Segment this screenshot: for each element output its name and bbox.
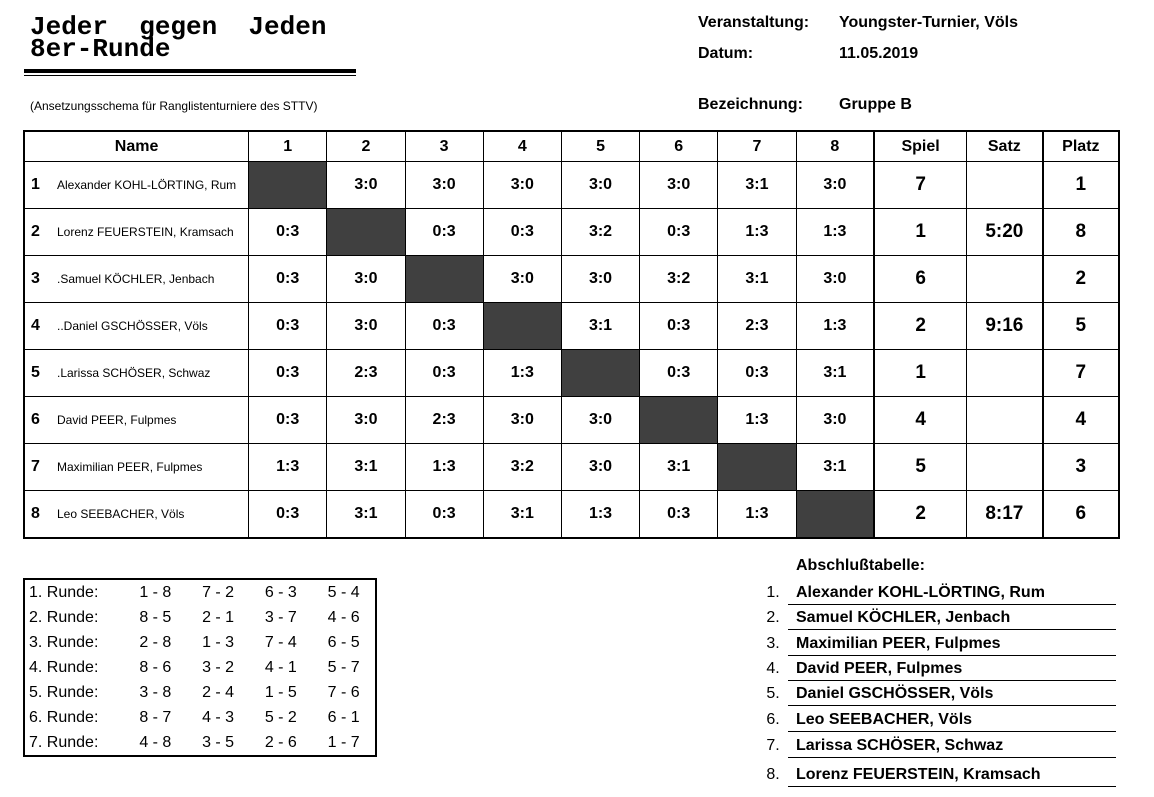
match-result: 3:0 [483, 397, 561, 444]
round-pairing: 5 - 2 [264, 708, 297, 726]
games-won: 5 [874, 444, 966, 491]
set-ratio [966, 162, 1042, 209]
match-result: 3:0 [327, 397, 405, 444]
round-row [24, 705, 376, 730]
match-result: 1:3 [405, 444, 483, 491]
match-result: 3:0 [561, 444, 639, 491]
player-number: 5 [31, 364, 40, 381]
player-name: Lorenz FEUERSTEIN, Kramsach [57, 225, 234, 239]
round-pairing: 6 - 3 [264, 583, 297, 601]
match-result: 0:3 [405, 303, 483, 350]
final-first-name: Leo [796, 711, 825, 728]
match-result: 3:0 [561, 256, 639, 303]
games-won: 2 [874, 303, 966, 350]
round-pairing: 1 - 3 [202, 633, 235, 651]
round-pairing: 7 - 4 [264, 633, 297, 651]
match-result: 3:0 [640, 162, 718, 209]
player-number: 1 [31, 176, 40, 193]
self-match-cell [405, 256, 483, 303]
group-label: Bezeichnung: [698, 96, 803, 113]
final-rank: 4. [766, 660, 780, 677]
header-spiel: Spiel [874, 131, 966, 162]
match-result: 3:0 [561, 162, 639, 209]
self-match-cell [640, 397, 718, 444]
final-row [758, 631, 1116, 656]
match-result: 0:3 [405, 350, 483, 397]
set-ratio: 8:17 [966, 491, 1042, 539]
header-platz: Platz [1043, 131, 1119, 162]
round-pairing: 5 - 4 [327, 583, 360, 601]
placement: 3 [1043, 444, 1119, 491]
round-pairing: 4 - 6 [327, 608, 360, 626]
player-name: ..Daniel GSCHÖSSER, Völs [57, 319, 208, 333]
final-row [758, 681, 1116, 706]
round-pairing: 8 - 6 [139, 658, 172, 676]
match-result: 3:0 [327, 162, 405, 209]
games-won: 2 [874, 491, 966, 539]
match-result: 1:3 [483, 350, 561, 397]
event-label: Veranstaltung: [698, 14, 810, 31]
games-won: 6 [874, 256, 966, 303]
round-pairing: 2 - 6 [264, 733, 297, 751]
final-last-name: PEER, Fulpmes [882, 635, 1001, 652]
final-table-title: Abschlußtabelle: [796, 557, 925, 574]
player-number: 2 [31, 223, 40, 240]
round-pairing: 1 - 5 [264, 683, 297, 701]
match-result: 3:2 [483, 444, 561, 491]
placement: 2 [1043, 256, 1119, 303]
final-last-name: SEEBACHER, Völs [828, 711, 973, 728]
match-result: 3:0 [561, 397, 639, 444]
round-row [24, 655, 376, 680]
header-col-5: 5 [561, 131, 639, 162]
final-underline [788, 786, 1116, 787]
match-result: 1:3 [718, 209, 796, 256]
round-label: 6. Runde: [29, 708, 99, 726]
player-name: .Larissa SCHÖSER, Schwaz [57, 366, 211, 380]
match-result: 3:0 [796, 397, 874, 444]
final-row [758, 733, 1116, 758]
round-label: 4. Runde: [29, 658, 99, 676]
final-first-name: Maximilian [796, 635, 878, 652]
match-result: 3:2 [640, 256, 718, 303]
games-won: 1 [874, 209, 966, 256]
round-pairing: 4 - 3 [202, 708, 235, 726]
placement: 7 [1043, 350, 1119, 397]
round-pairing: 1 - 7 [327, 733, 360, 751]
round-pairing: 4 - 1 [264, 658, 297, 676]
rounds-schedule [23, 578, 377, 757]
round-label: 5. Runde: [29, 683, 99, 701]
round-pairing: 6 - 1 [327, 708, 360, 726]
final-rank: 8. [766, 766, 780, 783]
match-result: 0:3 [249, 303, 327, 350]
final-rank: 3. [766, 635, 780, 652]
player-name-cell [24, 491, 249, 539]
final-player-name [796, 609, 1010, 627]
final-underline [788, 629, 1116, 630]
final-underline [788, 705, 1116, 706]
match-result: 3:1 [327, 491, 405, 539]
final-player-name [796, 660, 962, 678]
set-ratio [966, 397, 1042, 444]
match-result: 1:3 [796, 209, 874, 256]
match-result: 2:3 [327, 350, 405, 397]
header-col-4: 4 [483, 131, 561, 162]
round-pairing: 4 - 8 [139, 733, 172, 751]
header-col-1: 1 [249, 131, 327, 162]
player-number: 8 [31, 505, 40, 522]
match-result: 2:3 [718, 303, 796, 350]
player-name-cell [24, 397, 249, 444]
match-result: 3:0 [796, 256, 874, 303]
round-label: 3. Runde: [29, 633, 99, 651]
final-last-name: SCHÖSER, Schwaz [856, 737, 1004, 754]
header-name: Name [24, 131, 249, 162]
round-pairing: 3 - 2 [202, 658, 235, 676]
round-label: 1. Runde: [29, 583, 99, 601]
player-name: Leo SEEBACHER, Völs [57, 507, 185, 521]
match-result: 0:3 [249, 397, 327, 444]
round-pairing: 7 - 2 [202, 583, 235, 601]
player-name-cell [24, 162, 249, 209]
date-value: 11.05.2019 [839, 45, 919, 62]
match-result: 3:0 [483, 256, 561, 303]
match-result: 0:3 [249, 350, 327, 397]
header-row [24, 131, 1119, 162]
match-result: 3:2 [561, 209, 639, 256]
header-col-8: 8 [796, 131, 874, 162]
player-name-cell [24, 209, 249, 256]
player-number: 4 [31, 317, 40, 334]
title-rule-thin [24, 75, 356, 76]
player-name: Alexander KOHL-LÖRTING, Rum [57, 178, 237, 192]
self-match-cell [718, 444, 796, 491]
self-match-cell [483, 303, 561, 350]
match-result: 3:0 [327, 256, 405, 303]
round-row [24, 680, 376, 705]
header-col-7: 7 [718, 131, 796, 162]
final-rank: 7. [766, 737, 780, 754]
match-result: 3:1 [718, 256, 796, 303]
header-col-3: 3 [405, 131, 483, 162]
final-row [758, 656, 1116, 681]
final-last-name: KÖCHLER, Jenbach [857, 609, 1011, 626]
self-match-cell [249, 162, 327, 209]
table-row [24, 397, 1119, 444]
player-name: Maximilian PEER, Fulpmes [57, 460, 203, 474]
final-first-name: David [796, 660, 840, 677]
match-result: 1:3 [796, 303, 874, 350]
round-row [24, 605, 376, 630]
final-underline [788, 731, 1116, 732]
self-match-cell [796, 491, 874, 539]
final-underline [788, 757, 1116, 758]
table-row [24, 256, 1119, 303]
final-player-name [796, 685, 993, 703]
player-number: 6 [31, 411, 40, 428]
final-last-name: GSCHÖSSER, Völs [848, 685, 994, 702]
group-value: Gruppe B [839, 96, 912, 113]
round-pairing: 3 - 7 [264, 608, 297, 626]
match-result: 3:1 [483, 491, 561, 539]
final-row [758, 707, 1116, 732]
player-name: David PEER, Fulpmes [57, 413, 177, 427]
table-row [24, 444, 1119, 491]
round-row [24, 630, 376, 655]
set-ratio: 5:20 [966, 209, 1042, 256]
title-line-2: 8er-Runde [30, 34, 171, 64]
set-ratio [966, 350, 1042, 397]
round-row [24, 730, 376, 756]
match-result: 3:0 [405, 162, 483, 209]
match-result: 3:1 [718, 162, 796, 209]
round-pairing: 8 - 5 [139, 608, 172, 626]
match-result: 3:1 [796, 350, 874, 397]
final-player-name [796, 766, 1041, 784]
match-result: 1:3 [561, 491, 639, 539]
final-player-name [796, 635, 1001, 653]
final-last-name: FEUERSTEIN, Kramsach [852, 766, 1041, 783]
round-pairing: 2 - 1 [202, 608, 235, 626]
player-name-cell [24, 350, 249, 397]
title-rule-thick [24, 69, 356, 73]
subtitle: (Ansetzungsschema für Ranglistenturniere des STTV) [30, 99, 318, 113]
set-ratio [966, 444, 1042, 491]
round-label: 2. Runde: [29, 608, 99, 626]
final-row [758, 605, 1116, 630]
round-pairing: 8 - 7 [139, 708, 172, 726]
player-name-cell [24, 256, 249, 303]
match-result: 0:3 [640, 350, 718, 397]
date-label: Datum: [698, 45, 754, 62]
placement: 4 [1043, 397, 1119, 444]
match-result: 0:3 [640, 303, 718, 350]
final-player-name [796, 711, 972, 729]
final-first-name: Alexander [796, 584, 874, 601]
match-result: 3:1 [561, 303, 639, 350]
table-row [24, 350, 1119, 397]
match-result: 1:3 [249, 444, 327, 491]
self-match-cell [327, 209, 405, 256]
player-name-cell [24, 303, 249, 350]
match-result: 0:3 [249, 491, 327, 539]
final-last-name: KOHL-LÖRTING, Rum [877, 584, 1045, 601]
final-rank: 6. [766, 711, 780, 728]
games-won: 7 [874, 162, 966, 209]
match-result: 0:3 [640, 209, 718, 256]
header-col-6: 6 [640, 131, 718, 162]
final-rank: 2. [766, 609, 780, 626]
round-pairing: 2 - 8 [139, 633, 172, 651]
header-col-2: 2 [327, 131, 405, 162]
header-satz: Satz [966, 131, 1042, 162]
match-result: 3:1 [327, 444, 405, 491]
event-value: Youngster-Turnier, Völs [839, 14, 1018, 31]
final-rank: 1. [766, 584, 780, 601]
placement: 8 [1043, 209, 1119, 256]
final-last-name: PEER, Fulpmes [844, 660, 963, 677]
match-result: 2:3 [405, 397, 483, 444]
final-player-name [796, 584, 1045, 602]
final-player-name [796, 737, 1003, 755]
player-name: .Samuel KÖCHLER, Jenbach [57, 272, 215, 286]
final-first-name: Larissa [796, 737, 853, 754]
round-pairing: 5 - 7 [327, 658, 360, 676]
final-rank: 5. [766, 685, 780, 702]
final-row [758, 762, 1116, 787]
match-result: 0:3 [718, 350, 796, 397]
final-first-name: Daniel [796, 685, 845, 702]
player-number: 3 [31, 270, 40, 287]
table-row [24, 303, 1119, 350]
match-result: 1:3 [718, 491, 796, 539]
match-result: 0:3 [405, 491, 483, 539]
match-result: 0:3 [483, 209, 561, 256]
games-won: 4 [874, 397, 966, 444]
match-result: 3:0 [327, 303, 405, 350]
round-pairing: 6 - 5 [327, 633, 360, 651]
placement: 6 [1043, 491, 1119, 539]
title-line-1: Jeder gegen Jeden [30, 12, 327, 42]
round-pairing: 3 - 5 [202, 733, 235, 751]
final-first-name: Samuel [796, 609, 853, 626]
final-first-name: Lorenz [796, 766, 849, 783]
placement: 5 [1043, 303, 1119, 350]
round-row [24, 579, 376, 605]
games-won: 1 [874, 350, 966, 397]
match-result: 0:3 [249, 209, 327, 256]
player-number: 7 [31, 458, 40, 475]
placement: 1 [1043, 162, 1119, 209]
set-ratio [966, 256, 1042, 303]
table-row [24, 491, 1119, 539]
match-result: 3:0 [796, 162, 874, 209]
round-pairing: 1 - 8 [139, 583, 172, 601]
match-result: 0:3 [249, 256, 327, 303]
self-match-cell [561, 350, 639, 397]
match-result: 3:1 [640, 444, 718, 491]
match-result: 3:1 [796, 444, 874, 491]
match-result: 0:3 [640, 491, 718, 539]
final-row [758, 580, 1116, 605]
player-name-cell [24, 444, 249, 491]
match-result: 3:0 [483, 162, 561, 209]
results-table [23, 130, 1120, 539]
match-result: 1:3 [718, 397, 796, 444]
round-pairing: 3 - 8 [139, 683, 172, 701]
table-row [24, 209, 1119, 256]
match-result: 0:3 [405, 209, 483, 256]
round-label: 7. Runde: [29, 733, 99, 751]
round-pairing: 2 - 4 [202, 683, 235, 701]
round-pairing: 7 - 6 [327, 683, 360, 701]
table-row [24, 162, 1119, 209]
set-ratio: 9:16 [966, 303, 1042, 350]
